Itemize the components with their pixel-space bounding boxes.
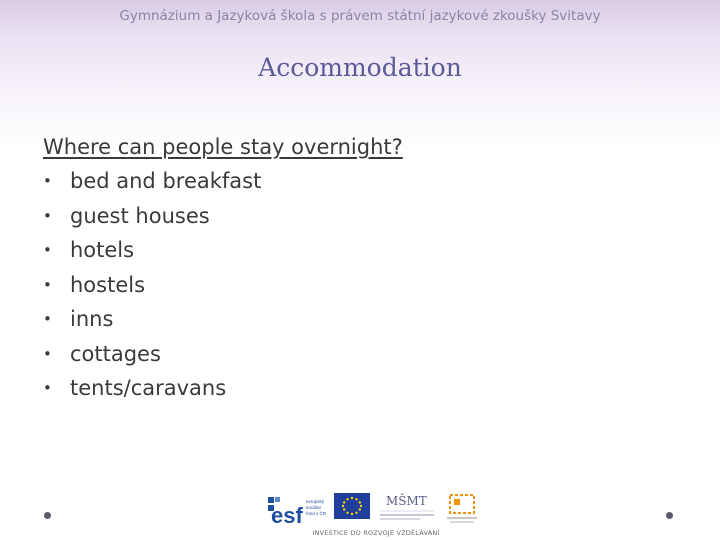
corner-dot-left bbox=[44, 512, 51, 519]
bullet-text: hostels bbox=[70, 272, 146, 297]
bullet-text: inns bbox=[70, 307, 114, 331]
bullet-item bbox=[43, 337, 683, 372]
eu-flag-logo bbox=[334, 493, 370, 519]
bullet-text: cottages bbox=[70, 341, 161, 366]
bullet-icon: • bbox=[43, 172, 52, 190]
bullet-icon: • bbox=[43, 344, 52, 363]
esf-text: esf bbox=[271, 503, 303, 527]
bullet-text: tents/caravans bbox=[70, 376, 227, 400]
bullet-item bbox=[43, 268, 683, 303]
school-name: Gymnázium a Jazyková škola s právem státní jazykové zkoušky Svitavy bbox=[119, 8, 601, 24]
bullet-item bbox=[43, 371, 683, 406]
bullet-item bbox=[43, 233, 683, 268]
bullet-text: guest houses bbox=[70, 203, 210, 228]
slide-title: Accommodation bbox=[258, 53, 462, 82]
slide-content bbox=[43, 130, 683, 406]
svg-text:fond v ČR: fond v ČR bbox=[306, 511, 327, 516]
bullet-item bbox=[43, 199, 683, 234]
msmt-text: MŠMT bbox=[386, 494, 427, 508]
bullet-icon: • bbox=[43, 379, 52, 397]
corner-dot-right bbox=[666, 512, 673, 519]
bullet-icon: • bbox=[43, 310, 52, 328]
bullet-text: hotels bbox=[70, 238, 135, 262]
svg-text:evropský: evropský bbox=[306, 499, 325, 504]
bullet-icon: • bbox=[43, 241, 52, 259]
logo-caption: INVESTICE DO ROZVOJE VZDĚLÁVÁNÍ bbox=[312, 529, 440, 537]
bullet-list bbox=[43, 164, 683, 406]
esf-logo bbox=[268, 493, 328, 527]
question-heading: Where can people stay overnight? bbox=[43, 135, 403, 159]
bullet-item bbox=[43, 302, 683, 337]
bullet-text: bed and breakfast bbox=[70, 169, 262, 193]
funding-logos bbox=[268, 489, 480, 537]
bullet-item bbox=[43, 164, 683, 199]
msmt-logo bbox=[376, 491, 438, 525]
bullet-icon: • bbox=[43, 275, 52, 294]
svg-text:sociální: sociální bbox=[306, 505, 322, 510]
op-logo bbox=[444, 491, 480, 525]
bullet-icon: • bbox=[43, 206, 52, 225]
